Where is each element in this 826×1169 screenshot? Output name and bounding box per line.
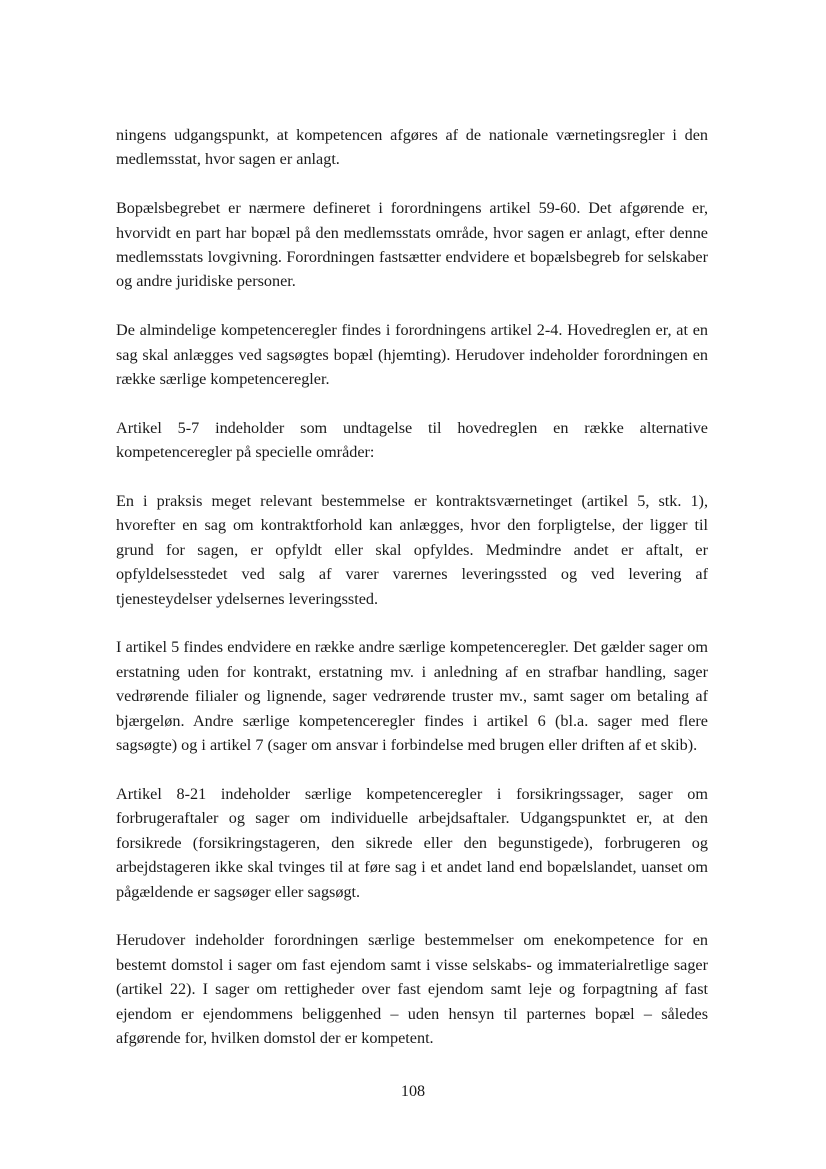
document-body xyxy=(116,123,708,1075)
paragraph-7: Artikel 8-21 indeholder særlige kompetenceregler i forsikringssager, sager om forbrugeraftaler og sager om individuelle arbejdsaftaler. Udgangspunktet er, at den forsikrede (forsikringstageren, den sikrede eller den begunstigede), forbrugeren og arbejdstageren ikke skal tvinges til at føre sag i et andet land end bopælslandet, uanset om pågældende er sagsøger eller sagsøgt. xyxy=(116,784,708,901)
page-number: 108 xyxy=(400,1082,426,1100)
paragraph-8: Herudover indeholder forordningen særlige bestemmelser om enekompetence for en bestemt domstol i sager om fast ejendom samt i visse selskabs- og immaterialretlige sager (artikel 22). I sager om rettigheder over fast ejendom samt leje og forpagtning af fast ejendom er ejendommens beliggenhed – uden hensyn til parternes bopæl – således afgørende for, hvilken domstol der er kompetent. xyxy=(116,931,708,1047)
paragraph-3: De almindelige kompetenceregler findes i forordningens artikel 2-4. Hovedreglen er, at en sag skal anlægges ved sagsøgtes bopæl (hjemting). Herudover indeholder forordningen en række særlige kompetenceregler. xyxy=(116,321,708,389)
paragraph-5: En i praksis meget relevant bestemmelse er kontraktsværnetinget (artikel 5, stk. 1), hvorefter en sag om kontraktforhold kan anlægges, hvor den forpligtelse, der ligger til grund for sagen, er opfyldt eller skal opfyldes. Medmindre andet er aftalt, er opfyldelsesstedet ved salg af varer varernes leveringssted og ved levering af tjenesteydelser ydelsernes leveringssted. xyxy=(116,492,708,608)
paragraph-1: ningens udgangspunkt, at kompetencen afgøres af de nationale værnetingsregler i den medlemsstat, hvor sagen er anlagt. xyxy=(116,126,708,169)
paragraph-4: Artikel 5-7 indeholder som undtagelse til hovedreglen en række alternative kompetenceregler på specielle områder: xyxy=(116,418,708,462)
paragraph-2: Bopælsbegrebet er nærmere defineret i forordningens artikel 59-60. Det afgørende er, hvorvidt en part har bopæl på den medlemsstats område, hvor sagen er anlagt, efter denne medlemsstats lovgivning. Forordningen fastsætter endvidere et bopælsbegreb for selskaber og andre juridiske personer. xyxy=(116,199,708,291)
paragraph-6: I artikel 5 findes endvidere en række andre særlige kompetenceregler. Det gælder sager om erstatning uden for kontrakt, erstatning mv. i anledning af en strafbar handling, sager vedrørende filialer og lignende, sager vedrørende truster mv., samt sager om betaling af bjærgeløn. Andre særlige kompetenceregler findes i artikel 6 (bl.a. sager med flere sagsøgte) og i artikel 7 (sager om ansvar i forbindelse med brugen eller driften af et skib). xyxy=(116,638,708,755)
